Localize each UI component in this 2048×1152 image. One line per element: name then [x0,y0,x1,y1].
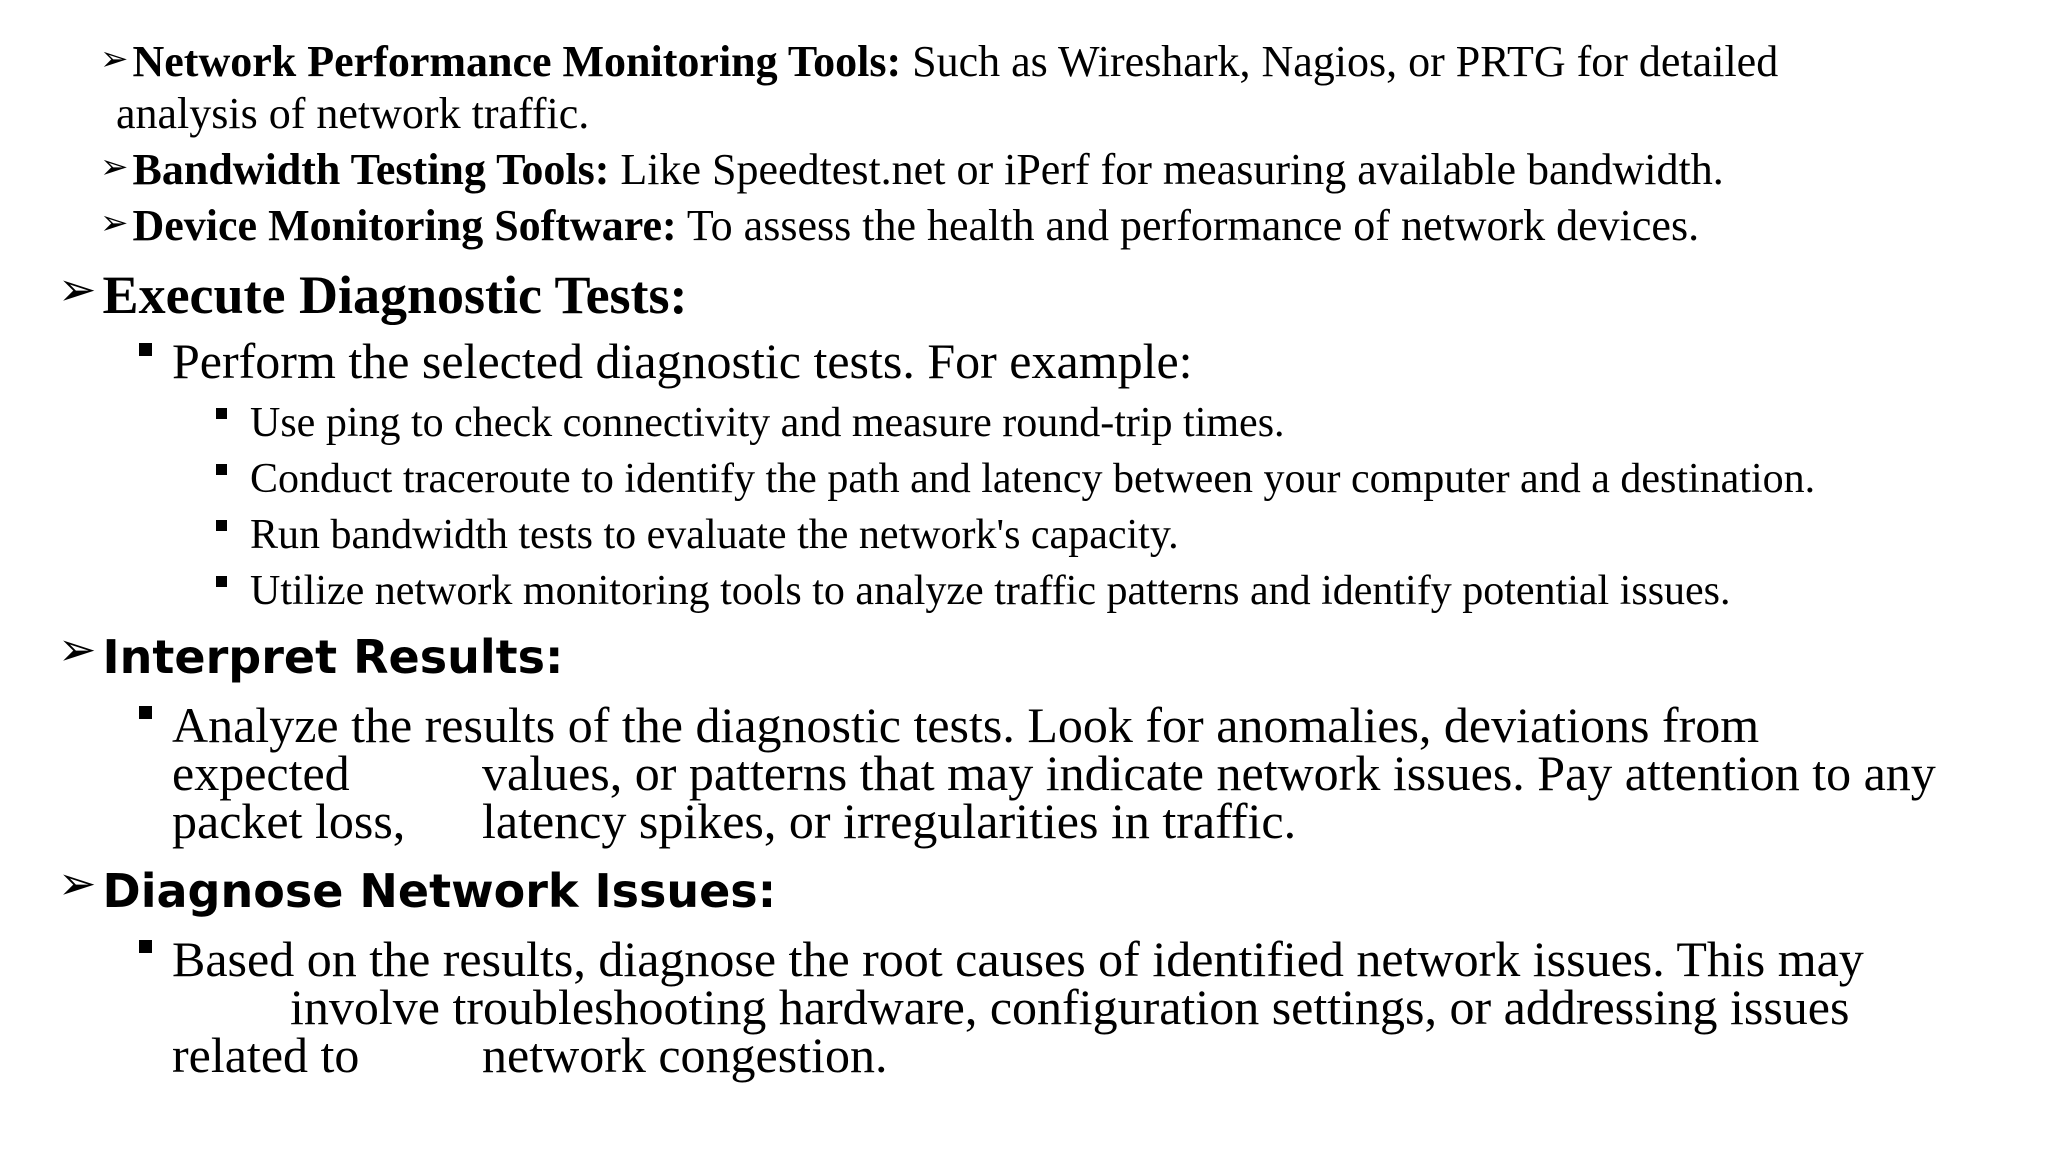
execute-sub-item: Use ping to check connectivity and measure round-trip times. [250,400,1285,446]
execute-sub-item: Utilize network monitoring tools to analyze traffic patterns and identify potential issues. [250,568,1731,614]
square-bullet-icon [216,464,227,475]
arrow-bullet-icon: ➢ [100,203,129,243]
interpret-text-line-2b: values, or patterns that may indicate network issues. Pay attention to any [482,745,1936,801]
diagnose-text-line-2: involve troubleshooting hardware, configuration settings, or addressing issues [290,979,1850,1035]
tool-item-label: Network Performance Monitoring Tools: [132,37,902,86]
tool-item-bandwidth-testing [100,145,1724,194]
tool-item-text: Such as Wireshark, Nagios, or PRTG for detailed [901,37,1779,86]
heading-execute-diagnostic-tests [58,262,688,325]
arrow-bullet-icon: ➢ [58,856,97,910]
tool-item-continuation: analysis of network traffic. [116,89,590,138]
heading-text: Interpret Results: [102,630,564,684]
interpret-text-line-1: Analyze the results of the diagnostic tests. Look for anomalies, deviations from [172,697,1760,753]
heading-text: Diagnose Network Issues: [102,864,777,918]
diagnose-text-line-3a: related to [172,1027,360,1083]
tool-item-text: To assess the health and performance of network devices. [676,201,1700,250]
tool-item-label: Bandwidth Testing Tools: [132,145,610,194]
tool-item-label: Device Monitoring Software: [132,201,677,250]
square-bullet-icon [139,706,152,719]
diagnose-text-line-3b: network congestion. [482,1027,888,1083]
tool-item-network-performance [100,37,1779,86]
tool-item-device-monitoring [100,201,1700,250]
execute-sub-item: Conduct traceroute to identify the path and latency between your computer and a destination. [250,456,1816,502]
tool-item-text: Like Speedtest.net or iPerf for measuring available bandwidth. [609,145,1724,194]
square-bullet-icon [216,408,227,419]
heading-interpret-results [58,622,564,684]
execute-bullet-text: Perform the selected diagnostic tests. For example: [172,333,1193,389]
interpret-text-line-3a: packet loss, [172,793,406,849]
arrow-bullet-icon: ➢ [100,39,129,79]
square-bullet-icon [139,343,152,356]
square-bullet-icon [216,520,227,531]
heading-text: Execute Diagnostic Tests: [102,265,688,325]
square-bullet-icon [216,576,227,587]
diagnose-text-line-1: Based on the results, diagnose the root causes of identified network issues. This may [172,931,1864,987]
interpret-text-line-2a: expected [172,745,350,801]
arrow-bullet-icon: ➢ [100,147,129,187]
interpret-text-line-3b: latency spikes, or irregularities in traffic. [482,793,1297,849]
arrow-bullet-icon: ➢ [58,262,97,316]
arrow-bullet-icon: ➢ [58,622,97,676]
square-bullet-icon [139,940,152,953]
execute-sub-item: Run bandwidth tests to evaluate the network's capacity. [250,512,1179,558]
heading-diagnose-network-issues [58,856,777,918]
